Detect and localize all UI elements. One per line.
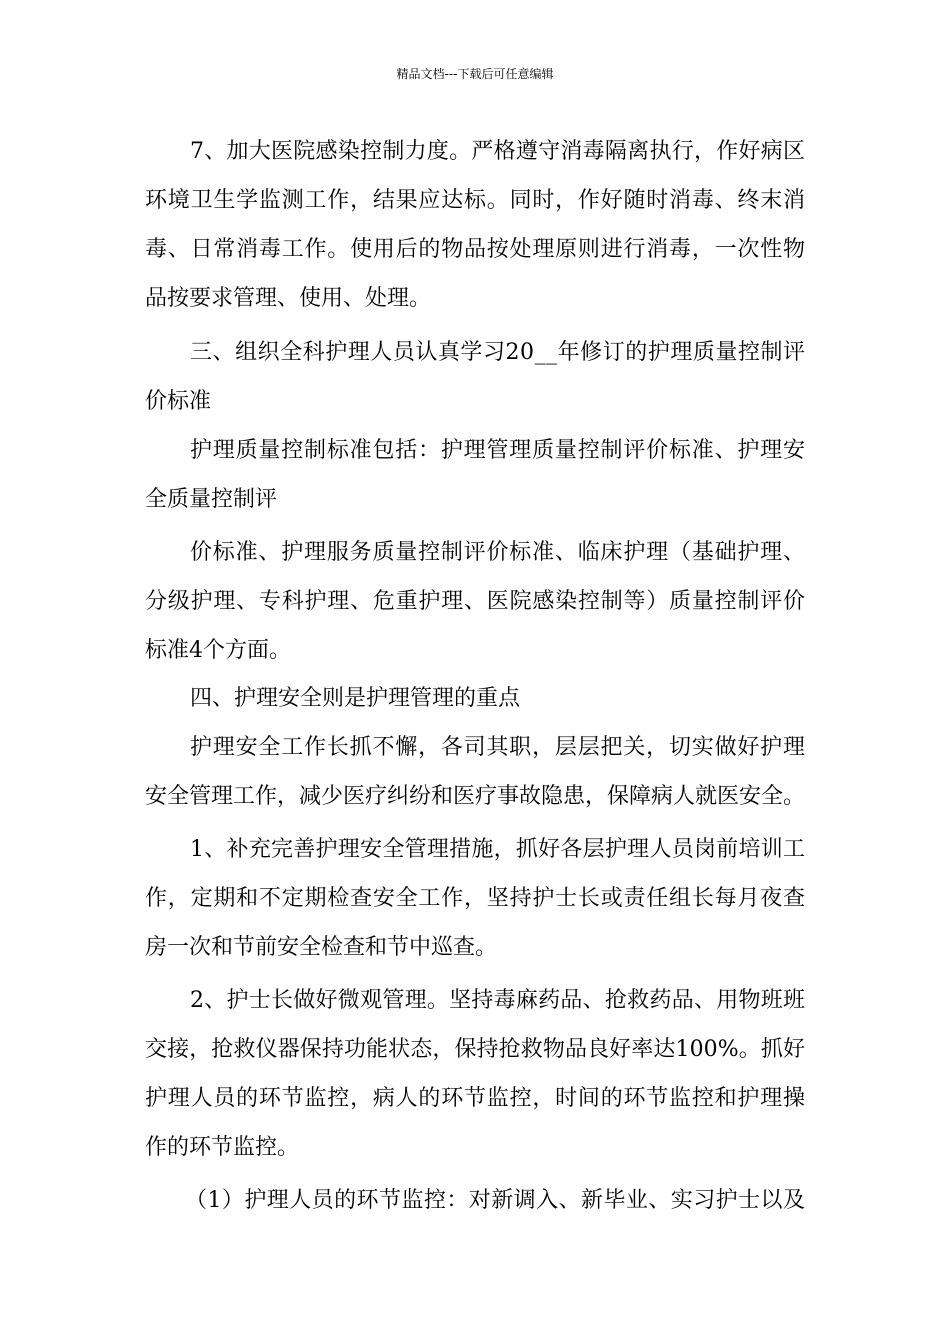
text-line: 交接，抢救仪器保持功能状态，保持抢救物品良好率达100%。抓好: [145, 1037, 806, 1062]
text-line: 毒、日常消毒工作。使用后的物品按处理原则进行消毒，一次性物: [145, 237, 806, 262]
text-line: 安全管理工作，减少医疗纠纷和医疗事故隐患，保障病人就医安全。: [145, 784, 806, 809]
text-line: 7、加大医院感染控制力度。严格遵守消毒隔离执行，作好病区: [190, 139, 806, 164]
text-line: 三、组织全科护理人员认真学习20__年修订的护理质量控制评: [190, 340, 806, 365]
text-line: 品按要求管理、使用、处理。: [145, 286, 432, 311]
text-line: 2、护士长做好微观管理。坚持毒麻药品、抢救药品、用物班班: [190, 988, 806, 1013]
text-line: 护理质量控制标准包括：护理管理质量控制评价标准、护理安: [190, 438, 806, 463]
text-line: 护理安全工作长抓不懈，各司其职，层层把关，切实做好护理: [190, 735, 806, 760]
text-line: （1）护理人员的环节监控：对新调入、新毕业、实习护士以及: [185, 1188, 806, 1213]
text-line: 价标准: [145, 389, 212, 414]
text-line: 分级护理、专科护理、危重护理、医院感染控制等）质量控制评价: [145, 589, 806, 614]
page-header: 精品文档---下载后可任意编辑: [396, 67, 554, 81]
text-line: 护理人员的环节监控，病人的环节监控，时间的环节监控和护理操: [145, 1086, 806, 1111]
text-line: 标准4个方面。: [145, 638, 291, 663]
text-line: 1、补充完善护理安全管理措施，抓好各层护理人员岗前培训工: [190, 837, 806, 862]
text-line: 房一次和节前安全检查和节中巡查。: [145, 935, 498, 960]
text-line: 作的环节监控。: [145, 1135, 300, 1160]
text-line: 四、护理安全则是护理管理的重点: [190, 686, 521, 711]
text-line: 环境卫生学监测工作，结果应达标。同时，作好随时消毒、终末消: [145, 188, 806, 213]
text-line: 价标准、护理服务质量控制评价标准、临床护理（基础护理、: [190, 540, 806, 565]
text-line: 全质量控制评: [145, 487, 278, 512]
text-line: 作，定期和不定期检查安全工作，坚持护士长或责任组长每月夜查: [145, 886, 806, 911]
